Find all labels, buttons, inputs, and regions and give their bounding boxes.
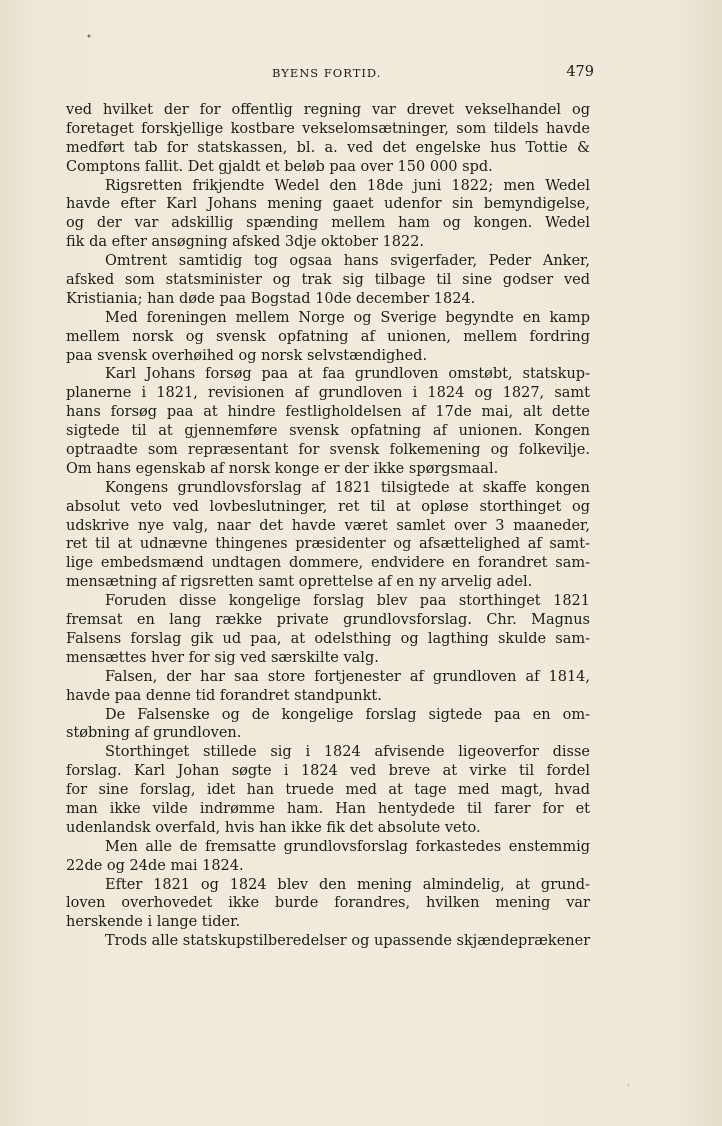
text-line: ret til at udnævne thingenes præsidenter og afsættelighed af samt- (66, 536, 590, 553)
text-line: Omtrent samtidig tog ogsaa hans svigerfader, Peder Anker, (105, 253, 590, 270)
page-header (66, 64, 594, 84)
text-line: optraadte som repræsentant for svensk folkemening og folkevilje. (66, 442, 590, 459)
text-line: mellem norsk og svensk opfatning af unionen, mellem fordring (66, 328, 590, 345)
text-line: støbning af grundloven. (66, 725, 242, 742)
text-line: Kristiania; han døde paa Bogstad 10de december 1824. (66, 290, 476, 307)
text-line: Rigsretten frikjendte Wedel den 18de juni 1822; men Wedel (105, 177, 590, 194)
text-line: fremsat en lang række private grundlovsforslag. Chr. Magnus (66, 612, 590, 629)
text-line: Trods alle statskupstilberedelser og upassende skjændeprækener (105, 933, 591, 950)
text-line: loven overhovedet ikke burde forandres, hvilken mening var (66, 895, 590, 912)
text-line: Efter 1821 og 1824 blev den mening almindelig, at grund- (105, 876, 590, 893)
text-line: havde efter Karl Johans mening gaaet udenfor sin bemyndigelse, (66, 196, 590, 213)
text-line: medført tab for statskassen, bl. a. ved det engelske hus Tottie & (66, 139, 590, 156)
text-line: forslag. Karl Johan søgte i 1824 ved breve at virke til fordel (66, 763, 590, 780)
text-line: Med foreningen mellem Norge og Sverige begyndte en kamp (105, 309, 590, 326)
text-line: afsked som statsminister og trak sig tilbage til sine godser ved (66, 272, 590, 289)
text-line: man ikke vilde indrømme ham. Han hentydede til farer for et (66, 800, 590, 817)
text-line: paa svensk overhøihed og norsk selvstændighed. (66, 347, 428, 364)
page-number: 479 (566, 64, 594, 80)
text-line: Men alle de fremsatte grundlovsforslag forkastedes enstemmig (105, 838, 590, 855)
text-line: lige embedsmænd undtagen dommere, endvidere en forandret sam- (66, 555, 590, 572)
text-line: foretaget forskjellige kostbare vekselomsætninger, som tildels havde (66, 120, 590, 137)
text-line: Falsen, der har saa store fortjenester af grundloven af 1814, (105, 668, 590, 685)
text-line: havde paa denne tid forandret standpunkt. (66, 687, 382, 704)
text-line: mensættes hver for sig ved særskilte valg. (66, 649, 379, 666)
running-title: BYENS FORTID. (272, 66, 382, 80)
text-line: Comptons fallit. Det gjaldt et beløb paa over 150 000 spd. (66, 158, 493, 175)
text-line: sigtede til at gjennemføre svensk opfatning af unionen. Kongen (66, 423, 590, 440)
text-line: Karl Johans forsøg paa at faa grundloven omstøbt, statskup- (105, 366, 590, 383)
text-line: Kongens grundlovsforslag af 1821 tilsigtede at skaffe kongen (105, 479, 590, 496)
text-line: mensætning af rigsretten samt oprettelse af en ny arvelig adel. (66, 574, 533, 591)
text-line: absolut veto ved lovbeslutninger, ret til at opløse storthinget og (66, 498, 590, 515)
text-line: Foruden disse kongelige forslag blev paa storthinget 1821 (105, 593, 590, 610)
text-line: for sine forslag, idet han truede med at tage med magt, hvad (66, 782, 590, 799)
text-line: udenlandsk overfald, hvis han ikke fik det absolute veto. (66, 819, 481, 836)
text-line: 22de og 24de mai 1824. (66, 857, 244, 874)
text-line: herskende i lange tider. (66, 914, 241, 931)
text-line: Om hans egenskab af norsk konge er der ikke spørgsmaal. (66, 460, 499, 477)
text-line: Falsens forslag gik ud paa, at odelsthing og lagthing skulde sam- (66, 630, 590, 647)
text-line: planerne i 1821, revisionen af grundloven i 1824 og 1827, samt (66, 385, 590, 402)
text-line: Storthinget stillede sig i 1824 afvisende ligeoverfor disse (105, 744, 590, 761)
text-line: De Falsenske og de kongelige forslag sigtede paa en om- (105, 706, 590, 723)
text-line: og der var adskillig spænding mellem ham og kongen. Wedel (66, 215, 590, 232)
speck-mark: • (86, 32, 92, 43)
body-text (66, 101, 590, 951)
text-line: udskrive nye valg, naar det havde været samlet over 3 maaneder, (66, 517, 590, 534)
text-line: ved hvilket der for offentlig regning var drevet vekselhandel og (66, 102, 590, 118)
speck-mark: ˙ (626, 1084, 631, 1095)
text-line: fik da efter ansøgning afsked 3dje oktober 1822. (66, 234, 425, 251)
text-line: hans forsøg paa at hindre festligholdelsen af 17de mai, alt dette (66, 404, 590, 421)
